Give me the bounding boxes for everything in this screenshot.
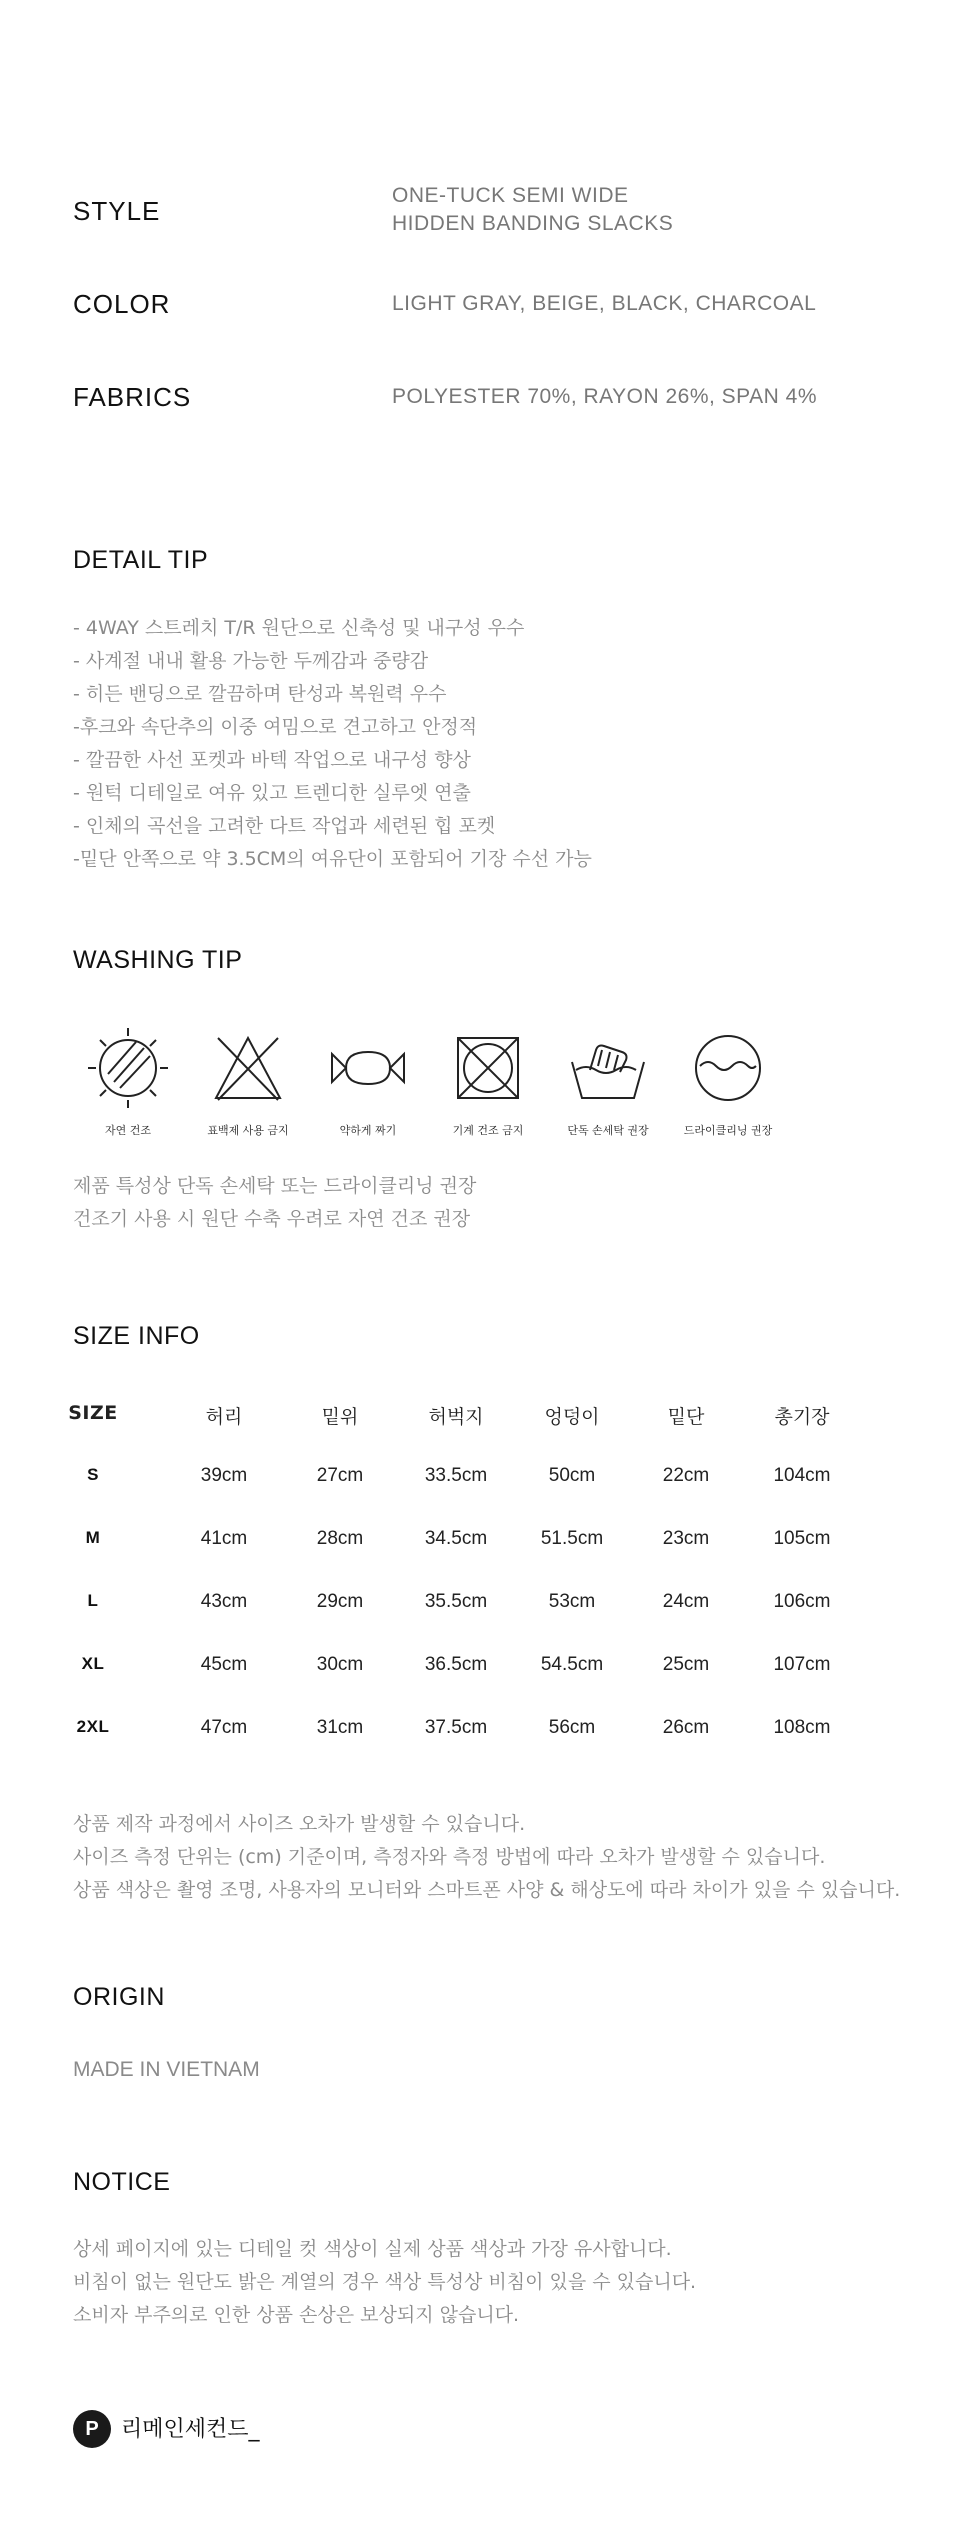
size-cell: 29cm bbox=[316, 1591, 364, 1612]
wash-item bbox=[68, 1026, 188, 1138]
detail-tip-line: -후크와 속단추의 이중 여밈으로 견고하고 안정적 bbox=[73, 716, 478, 738]
natural-dry-icon bbox=[86, 1026, 170, 1110]
detail-tip-line: - 사계절 내내 활용 가능한 두께감과 중량감 bbox=[73, 650, 429, 672]
size-cell: 22cm bbox=[662, 1465, 710, 1486]
size-header-cell: 밑위 bbox=[321, 1406, 359, 1428]
size-cell: 30cm bbox=[316, 1654, 364, 1675]
style-value: ONE-TUCK SEMI WIDE HIDDEN BANDING SLACKS bbox=[392, 184, 674, 235]
notice-line: 상세 페이지에 있는 디테일 컷 색상이 실제 상품 색상과 가장 유사합니다. bbox=[73, 2238, 672, 2260]
wash-caption: 드라이클리닝 권장 bbox=[683, 1124, 773, 1137]
size-cell: 36.5cm bbox=[424, 1654, 488, 1675]
brand-logo: P bbox=[73, 2410, 111, 2448]
size-cell: 28cm bbox=[316, 1528, 364, 1549]
wash-caption: 기계 건조 금지 bbox=[452, 1124, 524, 1137]
size-header-cell: 밑단 bbox=[667, 1406, 705, 1428]
size-cell: 37.5cm bbox=[424, 1717, 488, 1738]
size-cell: XL bbox=[81, 1654, 105, 1673]
size-cell: 107cm bbox=[773, 1654, 831, 1675]
size-cell: 31cm bbox=[316, 1717, 364, 1738]
size-cell: 23cm bbox=[662, 1528, 710, 1549]
notice-list bbox=[73, 2233, 696, 2332]
washing-icons bbox=[68, 1026, 788, 1146]
table-row bbox=[70, 1528, 890, 1591]
size-cell: 41cm bbox=[200, 1528, 248, 1549]
size-cell: 26cm bbox=[662, 1717, 710, 1738]
dry-clean-icon bbox=[686, 1026, 770, 1110]
size-cell: 50cm bbox=[548, 1465, 596, 1486]
detail-tip-title: DETAIL TIP bbox=[73, 546, 209, 574]
no-bleach-icon bbox=[206, 1026, 290, 1110]
size-info-notes bbox=[73, 1808, 900, 1907]
size-cell: 53cm bbox=[548, 1591, 596, 1612]
color-label: COLOR bbox=[73, 289, 171, 319]
size-info-title: SIZE INFO bbox=[73, 1322, 200, 1350]
size-note-line: 상품 색상은 촬영 조명, 사용자의 모니터와 스마트폰 사양 & 해상도에 따라 차이가 있을 수 있습니다. bbox=[73, 1879, 901, 1901]
origin-value: MADE IN VIETNAM bbox=[73, 2058, 260, 2081]
size-cell: 104cm bbox=[773, 1465, 831, 1486]
washing-tip-notes bbox=[73, 1170, 476, 1236]
detail-tip-line: - 원턱 디테일로 여유 있고 트렌디한 실루엣 연출 bbox=[73, 782, 471, 804]
size-cell: 106cm bbox=[773, 1591, 831, 1612]
size-cell: 39cm bbox=[200, 1465, 248, 1486]
detail-tip-line: - 깔끔한 사선 포켓과 바텍 작업으로 내구성 향상 bbox=[73, 749, 471, 771]
size-cell: 27cm bbox=[316, 1465, 364, 1486]
fabrics-label: FABRICS bbox=[73, 382, 192, 412]
size-header-cell: 총기장 bbox=[774, 1406, 830, 1428]
washing-tip-title: WASHING TIP bbox=[73, 946, 243, 974]
fabrics-value: POLYESTER 70%, RAYON 26%, SPAN 4% bbox=[392, 385, 817, 408]
size-cell: 33.5cm bbox=[424, 1465, 488, 1486]
size-note-line: 상품 제작 과정에서 사이즈 오차가 발생할 수 있습니다. bbox=[73, 1813, 526, 1835]
table-row bbox=[70, 1591, 890, 1654]
size-table bbox=[70, 1402, 890, 1780]
wash-caption: 표백제 사용 금지 bbox=[207, 1124, 289, 1137]
table-row bbox=[70, 1654, 890, 1717]
size-cell: 54.5cm bbox=[540, 1654, 604, 1675]
size-cell: 35.5cm bbox=[424, 1591, 488, 1612]
table-row bbox=[70, 1717, 890, 1780]
wash-item bbox=[548, 1026, 668, 1138]
style-label: STYLE bbox=[73, 196, 161, 226]
washing-tip-line: 제품 특성상 단독 손세탁 또는 드라이클리닝 권장 bbox=[73, 1175, 477, 1197]
size-cell: 34.5cm bbox=[424, 1528, 488, 1549]
size-table-header bbox=[70, 1402, 890, 1465]
detail-tip-line: - 인체의 곡선을 고려한 다트 작업과 세련된 힙 포켓 bbox=[73, 815, 496, 837]
wash-caption: 자연 건조 bbox=[104, 1124, 151, 1137]
size-cell: 43cm bbox=[200, 1591, 248, 1612]
brand-name: 리메인세컨드_ bbox=[121, 2417, 260, 2442]
size-cell: 47cm bbox=[200, 1717, 248, 1738]
size-cell: 45cm bbox=[200, 1654, 248, 1675]
size-header-cell: 허벅지 bbox=[428, 1406, 484, 1428]
detail-tip-line: - 히든 밴딩으로 깔끔하며 탄성과 복원력 우수 bbox=[73, 683, 447, 705]
wash-caption: 단독 손세탁 권장 bbox=[567, 1124, 649, 1137]
size-note-line: 사이즈 측정 단위는 (cm) 기준이며, 측정자와 측정 방법에 따라 오차가 발생할 수 있습니다. bbox=[73, 1846, 826, 1868]
no-tumble-dry-icon bbox=[446, 1026, 530, 1110]
hand-wash-icon bbox=[566, 1026, 650, 1110]
color-value: LIGHT GRAY, BEIGE, BLACK, CHARCOAL bbox=[392, 292, 817, 315]
size-cell: 105cm bbox=[773, 1528, 831, 1549]
size-cell: 2XL bbox=[76, 1717, 110, 1736]
origin-title: ORIGIN bbox=[73, 1983, 165, 2011]
gentle-wring-icon bbox=[326, 1026, 410, 1110]
size-cell: 24cm bbox=[662, 1591, 710, 1612]
wash-caption: 약하게 짜기 bbox=[339, 1124, 397, 1137]
wash-item bbox=[188, 1026, 308, 1138]
size-cell: 25cm bbox=[662, 1654, 710, 1675]
size-cell: S bbox=[87, 1465, 99, 1484]
wash-item bbox=[668, 1026, 788, 1138]
wash-item bbox=[308, 1026, 428, 1138]
notice-title: NOTICE bbox=[73, 2168, 171, 2196]
washing-tip-line: 건조기 사용 시 원단 수축 우려로 자연 건조 권장 bbox=[73, 1208, 471, 1230]
notice-line: 비침이 없는 원단도 밝은 계열의 경우 색상 특성상 비침이 있을 수 있습니다. bbox=[73, 2271, 697, 2293]
detail-tip-line: -밑단 안쪽으로 약 3.5CM의 여유단이 포함되어 기장 수선 가능 bbox=[73, 848, 592, 870]
detail-tip-line: - 4WAY 스트레치 T/R 원단으로 신축성 및 내구성 우수 bbox=[73, 617, 525, 639]
size-header-cell: SIZE bbox=[68, 1402, 118, 1424]
detail-tip-list bbox=[73, 612, 592, 876]
size-cell: L bbox=[87, 1591, 99, 1610]
wash-item bbox=[428, 1026, 548, 1138]
notice-line: 소비자 부주의로 인한 상품 손상은 보상되지 않습니다. bbox=[73, 2304, 520, 2326]
size-header-cell: 엉덩이 bbox=[544, 1406, 600, 1428]
table-row bbox=[70, 1465, 890, 1528]
size-cell: 51.5cm bbox=[540, 1528, 604, 1549]
size-cell: 108cm bbox=[773, 1717, 831, 1738]
size-cell: 56cm bbox=[548, 1717, 596, 1738]
size-cell: M bbox=[85, 1528, 101, 1547]
size-header-cell: 허리 bbox=[205, 1406, 243, 1428]
